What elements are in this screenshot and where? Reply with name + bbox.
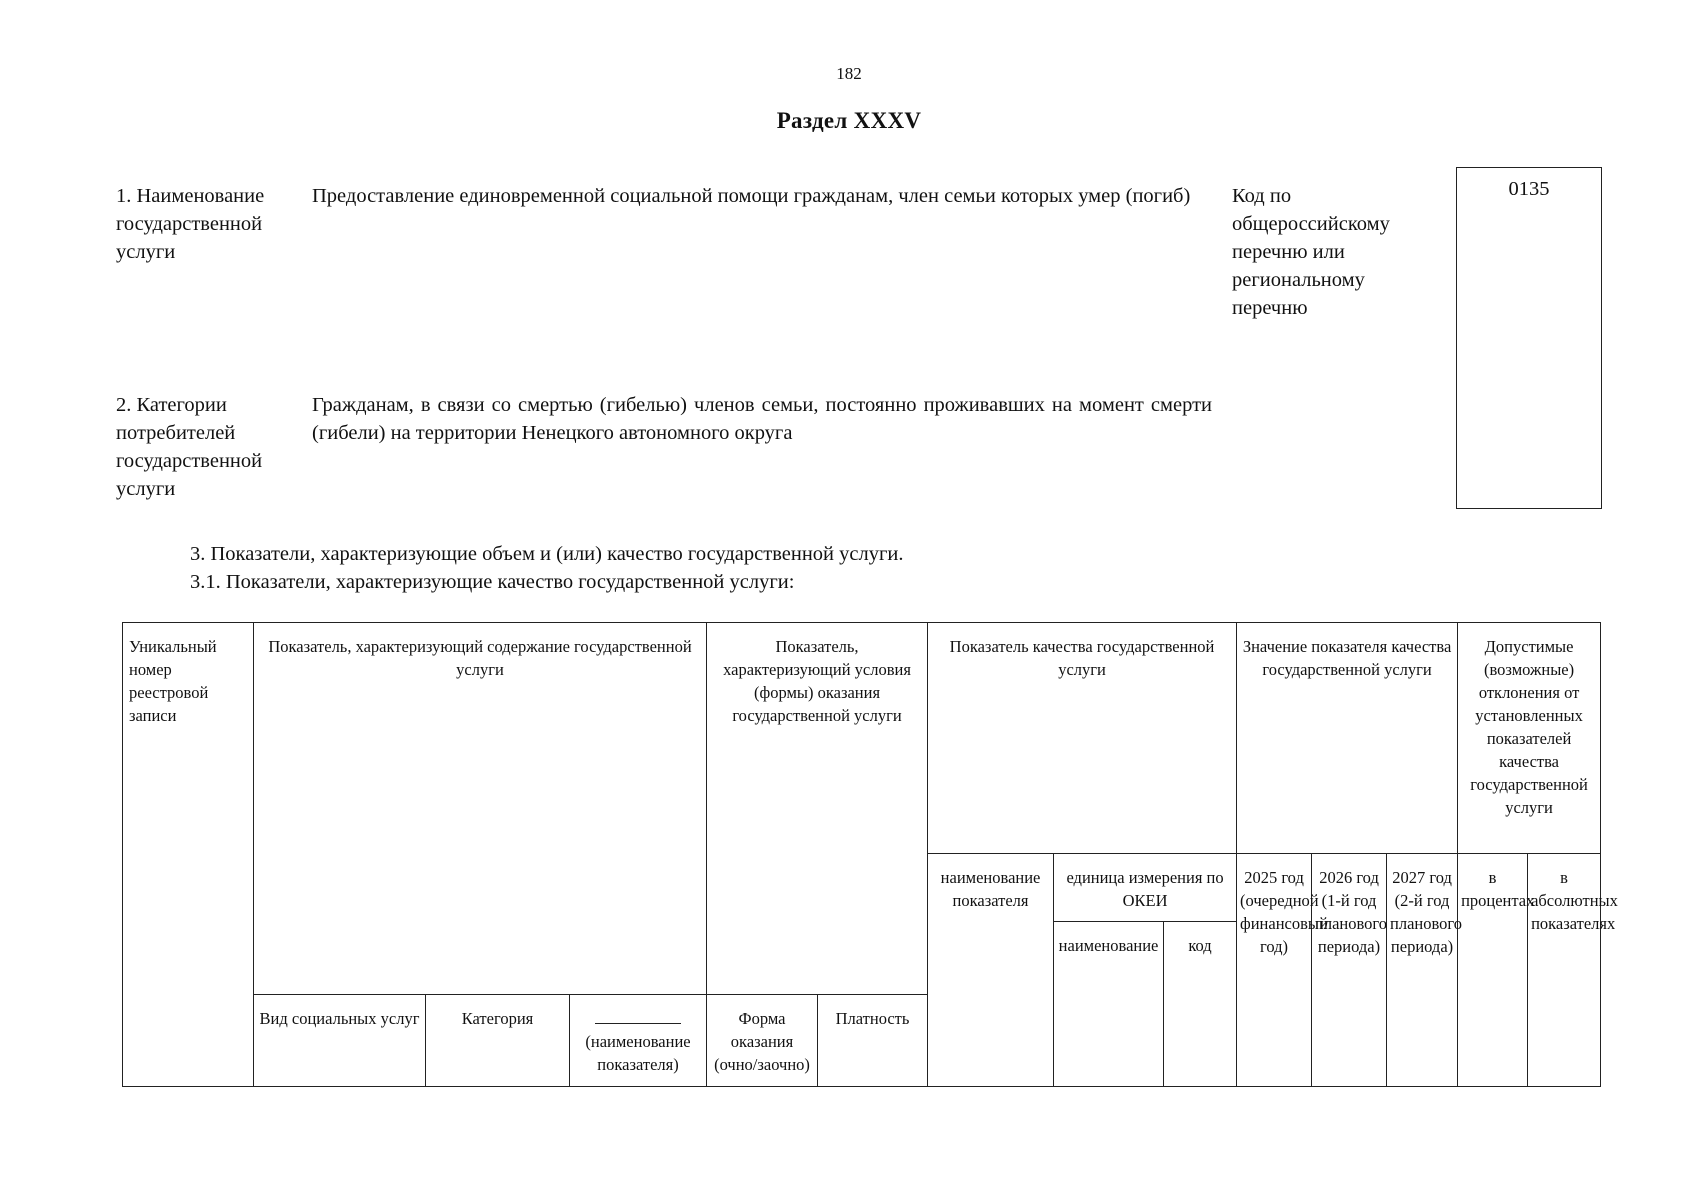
indicators-heading: 3. Показатели, характеризующие объем и (или) качество государственной услуги.	[190, 543, 904, 565]
column-provision-form: Форма оказания (очно/заочно)	[707, 995, 818, 1087]
code-box	[1456, 167, 1602, 509]
subheader-in-absolute: в абсолютных показателях	[1528, 854, 1601, 1087]
consumers-label: 2. Категории потребителей государственной услуги	[116, 394, 263, 500]
subheader-in-percent: в процентах	[1458, 854, 1528, 1087]
consumers-text: Гражданам, в связи со смертью (гибелью) членов семьи, постоянно проживавших на момент смерти (гибели) на территории Ненецкого автономного округа	[312, 394, 1212, 444]
quality-indicators-heading: 3.1. Показатели, характеризующие качество государственной услуги:	[190, 571, 795, 593]
header-unique-number: Уникальный номер реестровой записи	[123, 623, 254, 1087]
header-quality-value: Значение показателя качества государственной услуги	[1237, 623, 1458, 854]
blank-underline	[595, 1013, 681, 1024]
code-value: 0135	[1508, 178, 1550, 200]
header-quality-indicator: Показатель качества государственной услуги	[928, 623, 1237, 854]
subheader-year-2027: 2027 год (2-й год планового периода)	[1387, 854, 1458, 1087]
header-allowed-deviation: Допустимые (возможные) отклонения от установленных показателей качества государственной услуги	[1458, 623, 1601, 854]
subheader-okei-unit: единица измерения по ОКЕИ	[1054, 854, 1237, 922]
column-category: Категория	[426, 995, 570, 1087]
quality-indicators-table	[122, 622, 1618, 1087]
subheader-unit-code: код	[1164, 922, 1237, 1087]
column-social-service-kind: Вид социальных услуг	[254, 995, 426, 1087]
header-content-indicator: Показатель, характеризующий содержание государственной услуги	[254, 623, 707, 995]
section-title: Раздел XXXV	[776, 108, 922, 133]
header-conditions-indicator: Показатель, характеризующий условия (формы) оказания государственной услуги	[707, 623, 928, 995]
service-name-text: Предоставление единовременной социальной помощи гражданам, член семьи которых умер (погиб)	[312, 185, 1191, 207]
page-number: 182	[836, 64, 862, 83]
subheader-unit-name: наименование	[1054, 922, 1164, 1087]
service-name-label: 1. Наименование государственной услуги	[116, 185, 265, 263]
subheader-year-2025: 2025 год (очередной финансовый год)	[1237, 854, 1312, 1087]
subheader-year-2026: 2026 год (1-й год планового периода)	[1312, 854, 1387, 1087]
column-payment: Платность	[818, 995, 928, 1087]
column-indicator-name	[570, 995, 707, 1087]
subheader-indicator-name: наименование показателя	[928, 854, 1054, 1087]
column-indicator-name-caption: (наименование показателя)	[585, 1032, 691, 1074]
code-label: Код по общероссийскому перечню или региональному перечню	[1232, 185, 1390, 319]
